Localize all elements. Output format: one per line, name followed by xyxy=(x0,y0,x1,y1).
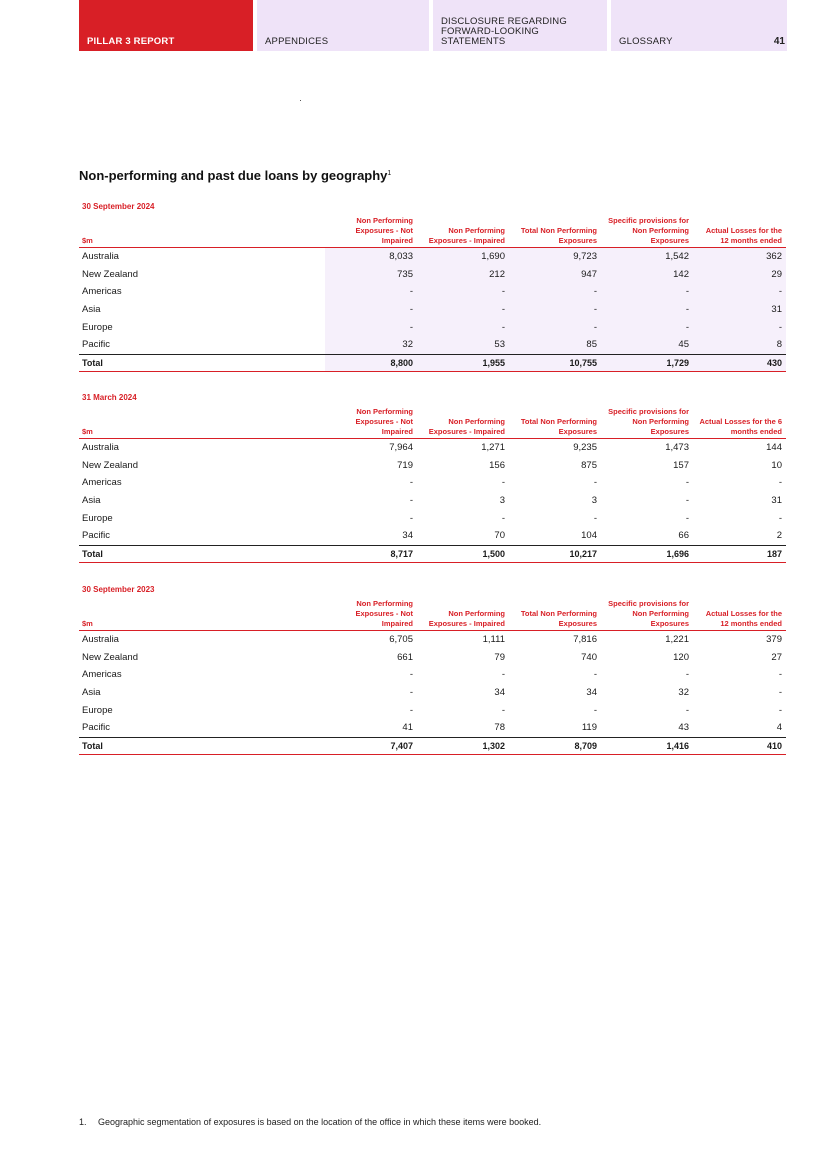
table-row xyxy=(79,318,786,336)
table-cell: - xyxy=(417,283,509,301)
table-cell: 4 xyxy=(776,722,782,734)
table-cell: 85 xyxy=(509,336,601,354)
table-cell: 1,473 xyxy=(665,442,689,454)
table-header-row xyxy=(79,596,786,631)
tab-glossary[interactable] xyxy=(611,0,787,51)
total-cell: 7,407 xyxy=(325,737,417,754)
table-row xyxy=(79,631,786,649)
table-cell: 7,964 xyxy=(389,442,413,454)
tab-disclosure[interactable] xyxy=(433,0,607,51)
table-row xyxy=(79,666,786,684)
table-row xyxy=(79,684,786,702)
table-cell: - xyxy=(778,512,782,524)
total-cell: 187 xyxy=(693,545,786,562)
column-header: Actual Losses for the 12 months ended xyxy=(693,596,786,631)
table-cell: - xyxy=(593,477,597,489)
region-label: Australia xyxy=(82,251,119,263)
table-row xyxy=(79,527,786,545)
table-cell: - xyxy=(409,495,413,507)
table-cell: 31 xyxy=(693,301,786,319)
table-row xyxy=(79,439,786,457)
table-cell: 156 xyxy=(489,459,505,471)
tab-appendices[interactable] xyxy=(257,0,429,51)
table-cell: - xyxy=(693,283,786,301)
table-cell: - xyxy=(417,318,509,336)
loans-table xyxy=(79,213,786,372)
column-header: Non Performing Exposures - Not Impaired xyxy=(325,596,417,631)
total-row xyxy=(79,545,786,562)
table-cell: 8 xyxy=(693,336,786,354)
region-label: New Zealand xyxy=(82,459,138,471)
region-label: Europe xyxy=(82,704,113,716)
table-row xyxy=(79,336,786,354)
table-cell: 45 xyxy=(601,336,693,354)
table-cell: - xyxy=(509,283,601,301)
table-section xyxy=(79,392,786,563)
region-label: Europe xyxy=(82,512,113,524)
region-label: Pacific xyxy=(82,722,110,734)
table-cell: 27 xyxy=(771,651,782,663)
table-cell: - xyxy=(693,318,786,336)
total-cell: 8,717 xyxy=(325,545,417,562)
table-row xyxy=(79,248,786,266)
table-cell: - xyxy=(501,669,505,681)
loans-table xyxy=(79,596,786,755)
total-cell: 430 xyxy=(693,354,786,371)
table-cell: 1,221 xyxy=(665,634,689,646)
table-cell: - xyxy=(601,301,693,319)
table-cell: 29 xyxy=(693,266,786,284)
table-row xyxy=(79,283,786,301)
table-cell: - xyxy=(778,477,782,489)
table-cell: - xyxy=(685,477,689,489)
tab-label: PILLAR 3 REPORT xyxy=(87,36,175,47)
table-row xyxy=(79,701,786,719)
region-label: Australia xyxy=(82,634,119,646)
stray-dot xyxy=(300,100,301,101)
table-cell: 362 xyxy=(693,248,786,266)
table-cell: 66 xyxy=(678,530,689,542)
table-row xyxy=(79,301,786,319)
table-cell: - xyxy=(501,512,505,524)
footnote xyxy=(79,1117,541,1127)
table-cell: 1,542 xyxy=(601,248,693,266)
top-nav xyxy=(79,0,786,51)
table-header-row xyxy=(79,213,786,248)
unit-header: $m xyxy=(79,596,325,631)
table-cell: 79 xyxy=(494,651,505,663)
unit-header: $m xyxy=(79,404,325,439)
table-section xyxy=(79,584,786,755)
region-label: New Zealand xyxy=(82,268,138,280)
period-label: 31 March 2024 xyxy=(82,393,137,402)
table-cell: 157 xyxy=(673,459,689,471)
table-cell: - xyxy=(409,704,413,716)
table-cell: 70 xyxy=(494,530,505,542)
table-row xyxy=(79,492,786,510)
column-header: Actual Losses for the 6 months ended xyxy=(693,404,786,439)
column-header: Non Performing Exposures - Impaired xyxy=(417,596,509,631)
table-cell: 34 xyxy=(494,687,505,699)
page-title xyxy=(79,168,391,183)
table-cell: 9,235 xyxy=(573,442,597,454)
total-row xyxy=(79,737,786,754)
column-header: Non Performing Exposures - Impaired xyxy=(417,213,509,248)
table-cell: 53 xyxy=(417,336,509,354)
total-row xyxy=(79,354,786,371)
table-cell: 32 xyxy=(325,336,417,354)
table-cell: - xyxy=(593,512,597,524)
table-cell: - xyxy=(325,318,417,336)
region-label: Australia xyxy=(82,442,119,454)
table-cell: 1,111 xyxy=(482,634,505,646)
table-cell: - xyxy=(685,704,689,716)
table-cell: 9,723 xyxy=(509,248,601,266)
table-cell: - xyxy=(601,318,693,336)
column-header: Total Non Performing Exposures xyxy=(509,213,601,248)
total-cell: 1,302 xyxy=(417,737,509,754)
column-header: Total Non Performing Exposures xyxy=(509,596,601,631)
table-cell: - xyxy=(509,301,601,319)
table-cell: - xyxy=(778,669,782,681)
column-header: Non Performing Exposures - Not Impaired xyxy=(325,213,417,248)
table-cell: 212 xyxy=(417,266,509,284)
total-cell: 410 xyxy=(693,737,786,754)
column-header: Non Performing Exposures - Impaired xyxy=(417,404,509,439)
table-cell: 32 xyxy=(678,687,689,699)
total-label: Total xyxy=(79,354,325,371)
table-cell: 34 xyxy=(402,530,413,542)
total-cell: 1,500 xyxy=(417,545,509,562)
column-header: Actual Losses for the 12 months ended xyxy=(693,213,786,248)
table-cell: - xyxy=(325,301,417,319)
table-cell: - xyxy=(409,512,413,524)
table-cell: - xyxy=(685,512,689,524)
table-cell: - xyxy=(593,704,597,716)
footnote-text: Geographic segmentation of exposures is based on the location of the office in which these items were booked. xyxy=(98,1117,542,1127)
table-cell: 31 xyxy=(771,495,782,507)
table-cell: 379 xyxy=(766,634,782,646)
unit-header: $m xyxy=(79,213,325,248)
table-cell: - xyxy=(417,301,509,319)
table-cell: 10 xyxy=(771,459,782,471)
table-cell: 120 xyxy=(673,651,689,663)
table-cell: 3 xyxy=(591,495,597,507)
total-cell: 8,800 xyxy=(325,354,417,371)
tab-label: GLOSSARY xyxy=(619,36,673,47)
footnote-number: 1. xyxy=(79,1117,87,1127)
table-row xyxy=(79,474,786,492)
table-cell: 43 xyxy=(678,722,689,734)
table-cell: - xyxy=(685,495,689,507)
table-cell: 119 xyxy=(581,722,597,734)
column-header: Total Non Performing Exposures xyxy=(509,404,601,439)
period-label: 30 September 2023 xyxy=(82,585,155,594)
column-header: Non Performing Exposures - Not Impaired xyxy=(325,404,417,439)
region-label: Asia xyxy=(82,304,101,316)
table-cell: 34 xyxy=(586,687,597,699)
table-cell: 947 xyxy=(509,266,601,284)
tab-label: DISCLOSURE REGARDING FORWARD-LOOKING STATEMENTS xyxy=(441,16,567,47)
total-cell: 10,217 xyxy=(509,545,601,562)
table-cell: - xyxy=(593,669,597,681)
total-cell: 10,755 xyxy=(509,354,601,371)
total-cell: 1,955 xyxy=(417,354,509,371)
region-label: Americas xyxy=(82,286,122,298)
table-cell: 3 xyxy=(499,495,505,507)
table-cell: - xyxy=(501,477,505,489)
column-header: Specific provisions for Non Performing Exposures xyxy=(601,213,693,248)
table-cell: 8,033 xyxy=(325,248,417,266)
table-cell: 661 xyxy=(397,651,413,663)
total-label: Total xyxy=(79,545,325,562)
table-cell: - xyxy=(409,477,413,489)
region-label: Americas xyxy=(82,477,122,489)
table-cell: - xyxy=(601,283,693,301)
table-header-row xyxy=(79,404,786,439)
total-label: Total xyxy=(79,737,325,754)
tab-pillar-3-report[interactable] xyxy=(79,0,253,51)
table-cell: - xyxy=(325,283,417,301)
table-cell: 1,271 xyxy=(481,442,505,454)
region-label: Europe xyxy=(82,321,113,333)
table-cell: 2 xyxy=(776,530,782,542)
title-footnote-ref: 1 xyxy=(387,170,392,177)
table-cell: - xyxy=(778,687,782,699)
table-row xyxy=(79,509,786,527)
table-row xyxy=(79,266,786,284)
table-cell: 78 xyxy=(494,722,505,734)
region-label: Pacific xyxy=(82,530,110,542)
column-header: Specific provisions for Non Performing Exposures xyxy=(601,596,693,631)
period-label: 30 September 2024 xyxy=(82,202,155,211)
total-cell: 1,729 xyxy=(601,354,693,371)
total-cell: 8,709 xyxy=(509,737,601,754)
table-cell: 1,690 xyxy=(417,248,509,266)
table-row xyxy=(79,719,786,737)
table-cell: - xyxy=(409,687,413,699)
table-row xyxy=(79,457,786,475)
total-cell: 1,696 xyxy=(601,545,693,562)
region-label: Asia xyxy=(82,687,101,699)
table-cell: - xyxy=(778,704,782,716)
table-row xyxy=(79,649,786,667)
table-cell: - xyxy=(409,669,413,681)
region-label: Asia xyxy=(82,495,101,507)
title-text: Non-performing and past due loans by geography xyxy=(79,168,388,183)
page-number: 41 xyxy=(773,36,785,47)
table-cell: 104 xyxy=(581,530,597,542)
region-label: New Zealand xyxy=(82,651,138,663)
table-cell: 144 xyxy=(766,442,782,454)
table-cell: - xyxy=(685,669,689,681)
loans-table xyxy=(79,404,786,563)
table-cell: 740 xyxy=(581,651,597,663)
table-cell: - xyxy=(509,318,601,336)
table-cell: 735 xyxy=(325,266,417,284)
region-label: Americas xyxy=(82,669,122,681)
table-cell: 7,816 xyxy=(573,634,597,646)
table-section xyxy=(79,201,786,372)
table-cell: 875 xyxy=(581,459,597,471)
column-header: Specific provisions for Non Performing Exposures xyxy=(601,404,693,439)
table-cell: 6,705 xyxy=(389,634,413,646)
table-cell: 41 xyxy=(402,722,413,734)
table-cell: 142 xyxy=(601,266,693,284)
table-cell: 719 xyxy=(397,459,413,471)
region-label: Pacific xyxy=(82,339,110,351)
tab-label: APPENDICES xyxy=(265,36,329,47)
table-cell: - xyxy=(501,704,505,716)
total-cell: 1,416 xyxy=(601,737,693,754)
